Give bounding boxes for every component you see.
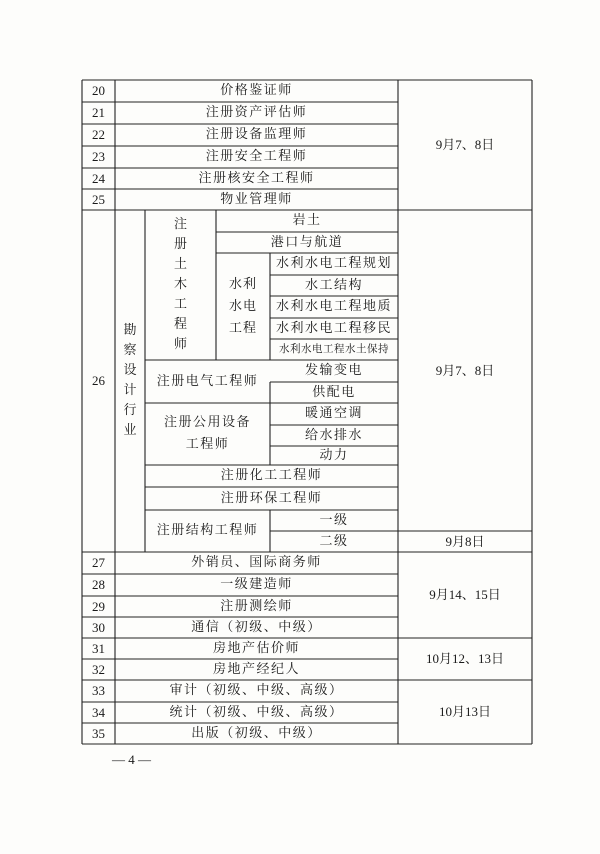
civil-item-port: 港口与航道 xyxy=(270,234,344,250)
water-item: 水利水电工程移民 xyxy=(275,320,392,336)
row-number: 24 xyxy=(92,170,105,186)
row-name: 注册设备监理师 xyxy=(205,127,308,143)
water-item: 水利水电工程水土保持 xyxy=(279,343,389,356)
row-number: 21 xyxy=(92,105,105,121)
structural-level: 二级 xyxy=(319,533,349,549)
water-item: 水工结构 xyxy=(304,277,363,293)
electrical-item: 供配电 xyxy=(312,384,356,400)
row-name: 外销员、国际商务师 xyxy=(191,555,322,571)
row-number: 34 xyxy=(92,704,105,720)
row-number: 22 xyxy=(92,127,105,143)
row-name: 注册核安全工程师 xyxy=(198,170,315,186)
row-number: 23 xyxy=(92,149,105,165)
utility-engineer-label: 注册公用设备 工程师 xyxy=(163,415,251,452)
civil-item-yantu: 岩土 xyxy=(292,213,322,229)
row-name: 注册安全工程师 xyxy=(205,149,308,165)
exam-date: 9月7、8日 xyxy=(435,137,495,153)
structural-level: 一级 xyxy=(319,512,349,528)
exam-date: 9月14、15日 xyxy=(429,587,501,603)
exam-date: 10月12、13日 xyxy=(425,651,504,667)
row-name: 审计（初级、中级、高级） xyxy=(169,683,344,699)
row-number: 26 xyxy=(92,373,105,389)
row-name: 一级建造师 xyxy=(220,577,293,593)
row-number: 27 xyxy=(92,555,105,571)
chemical-engineer-label: 注册化工工程师 xyxy=(220,468,323,484)
row-name: 价格鉴证师 xyxy=(220,83,293,99)
row-name: 通信（初级、中级） xyxy=(191,619,322,635)
environment-engineer-label: 注册环保工程师 xyxy=(220,490,323,506)
water-item: 水利水电工程规划 xyxy=(275,256,392,272)
structural-engineer-label: 注册结构工程师 xyxy=(156,523,259,539)
row-name: 统计（初级、中级、高级） xyxy=(169,704,344,720)
row-number: 20 xyxy=(92,83,105,99)
page-number: — 4 — xyxy=(112,752,151,767)
row-name: 注册资产评估师 xyxy=(205,105,308,121)
utility-item: 动力 xyxy=(319,447,349,463)
exam-date: 9月8日 xyxy=(445,533,485,549)
industry-label: 勘 察 设 计 行 业 xyxy=(123,323,137,438)
row-number: 28 xyxy=(92,577,105,593)
row-number: 30 xyxy=(92,619,105,635)
electrical-engineer-label: 注册电气工程师 xyxy=(156,373,259,389)
utility-item: 给水排水 xyxy=(304,427,363,443)
row-number: 32 xyxy=(92,661,105,677)
exam-date: 10月13日 xyxy=(438,704,491,720)
row-number: 25 xyxy=(92,191,105,207)
water-conservancy-label: 水利 水电 工程 xyxy=(228,276,257,336)
water-item: 水利水电工程地质 xyxy=(275,299,392,315)
row-number: 29 xyxy=(92,598,105,614)
row-name: 注册测绘师 xyxy=(220,598,293,614)
exam-date: 9月7、8日 xyxy=(435,362,495,378)
row-number: 33 xyxy=(92,683,105,699)
row-number: 35 xyxy=(92,725,105,741)
civil-engineer-label: 注 册 土 木 工 程 师 xyxy=(173,217,187,352)
row-name: 房地产经纪人 xyxy=(212,661,300,677)
row-name: 房地产估价师 xyxy=(212,640,300,656)
row-name: 出版（初级、中级） xyxy=(191,725,322,741)
utility-item: 暖通空调 xyxy=(304,406,363,422)
row-name: 物业管理师 xyxy=(220,191,293,207)
electrical-item: 发输变电 xyxy=(304,363,363,379)
row-number: 31 xyxy=(92,640,105,656)
